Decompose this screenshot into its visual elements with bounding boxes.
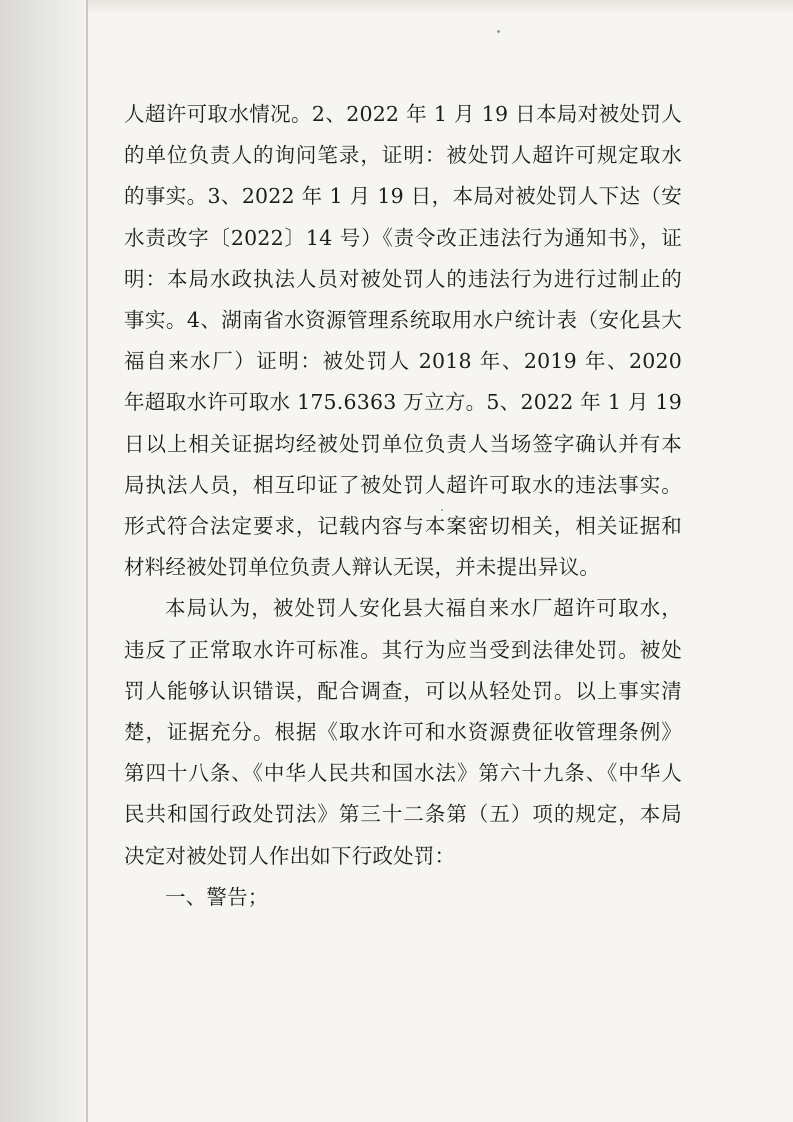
penalty-item-warning: 一、警告； <box>165 884 269 909</box>
scan-binding-edge <box>0 0 88 1122</box>
evidence-paragraph: 人超许可取水情况。2、2022 年 1 月 19 日本局对被处罚人的单位负责人的询问笔录，证明：被处罚人超许可规定取水的事实。3、2022 年 1 月 19 日，本局对被处罚人下达（安水责改字〔2022〕14 号）《责令改正违法行为通知书》，证明：本局水政执法人员对被处罚人的违法行为进行过制止的事实。4、湖南省水资源管理系统取用水户统计表（安化县大福自来水厂）证明：被处罚人 2018 年、2019 年、2020 年超取水许可取水 175.6363 万立方。5、2022 年 1 月 19 日以上相关证据均经被处罚单位负责人当场签字确认并有本局执法人员，相互印证了被处罚人超许可取水的违法事实。形式符合法定要求，记载内容与本案密切相关，相关证据和材料经被处罚单位负责人辩认无误，并未提出异议。 <box>124 102 682 580</box>
decision-paragraph: 本局认为，被处罚人安化县大福自来水厂超许可取水，违反了正常取水许可标准。其行为应当受到法律处罚。被处罚人能够认识错误，配合调查，可以从轻处罚。以上事实清楚，证据充分。根据《取水许可和水资源费征收管理条例》第四十八条、《中华人民共和国水法》第六十九条、《中华人民共和国行政处罚法》第三十二条第（五）项的规定，本局决定对被处罚人作出如下行政处罚： <box>124 596 682 868</box>
scan-top-edge <box>0 0 793 16</box>
binding-shadow-line <box>86 0 88 1122</box>
scan-speck <box>497 30 500 33</box>
document-body <box>124 94 682 918</box>
